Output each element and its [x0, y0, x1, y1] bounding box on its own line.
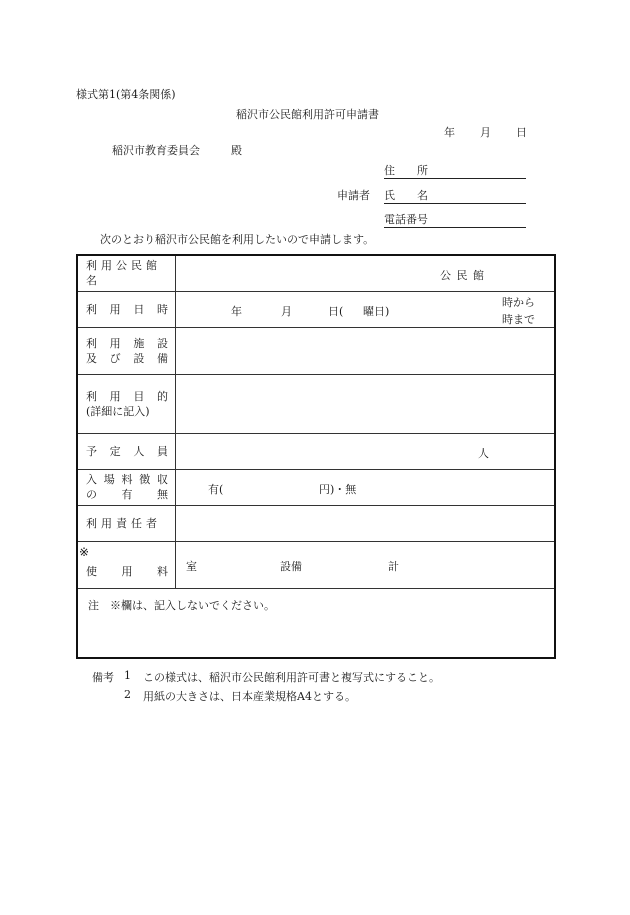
- fee-yes-label: 有(: [208, 482, 224, 496]
- people-unit: 人: [478, 446, 489, 460]
- manager-row: [77, 505, 555, 541]
- usage-fee-cell: [176, 541, 556, 588]
- applicant-label: 申請者: [337, 189, 370, 202]
- address-field[interactable]: [384, 162, 526, 179]
- manager-label: 利用責任者: [86, 516, 161, 530]
- manager-label-cell: [77, 505, 176, 541]
- application-form-table: [76, 254, 556, 659]
- date-input[interactable]: [176, 291, 556, 327]
- fee-input[interactable]: [176, 469, 556, 505]
- phone-label: 電話番号: [384, 213, 428, 226]
- usage-fee-row: [77, 541, 555, 588]
- name-field[interactable]: [384, 187, 526, 204]
- facility-label-line1: 利 用 施 設: [86, 336, 170, 350]
- use-year-label: 年: [231, 304, 242, 318]
- purpose-sub-label: (詳細に記入): [86, 404, 150, 418]
- remark-1-text: この様式は、稲沢市公民館利用許可書と複写式にすること。: [143, 671, 440, 684]
- usage-fee-label-cell: [77, 541, 176, 588]
- facility-label-cell: [77, 327, 176, 374]
- people-label: 予 定 人 員: [86, 444, 170, 458]
- fee-row: [77, 469, 555, 505]
- manager-input[interactable]: [176, 505, 556, 541]
- form-title: 稲沢市公民館利用許可申請書: [236, 108, 379, 121]
- facility-row: [77, 327, 555, 374]
- facility-input[interactable]: [176, 327, 556, 374]
- hall-name-label: 利用公民館名: [86, 259, 161, 288]
- purpose-row: [77, 374, 555, 433]
- date-day-label: 日: [516, 126, 527, 139]
- note-row: [77, 588, 555, 658]
- phone-field[interactable]: [384, 211, 526, 228]
- fee-label-cell: [77, 469, 176, 505]
- date-label-cell: [77, 291, 176, 327]
- remarks-label: 備考: [92, 671, 114, 684]
- addressee: 稲沢市教育委員会: [112, 144, 200, 157]
- note-cell: [77, 588, 555, 658]
- people-label-cell: [77, 433, 176, 469]
- hall-name-label-cell: [77, 255, 176, 291]
- people-row: [77, 433, 555, 469]
- date-label: 利 用 日 時: [86, 302, 170, 316]
- purpose-label: 利 用 目 的: [86, 389, 170, 403]
- usage-total-label: 計: [388, 559, 399, 573]
- name-label: 氏 名: [384, 189, 428, 202]
- usage-room-label: 室: [186, 559, 197, 573]
- hall-suffix: 公 民 館: [440, 269, 485, 282]
- use-month-label: 月: [281, 304, 292, 318]
- purpose-label-cell: [77, 374, 176, 433]
- date-month-label: 月: [480, 126, 491, 139]
- fee-label-line2: の 有 無: [86, 488, 170, 501]
- note-text: 注 ※欄は、記入しないでください。: [88, 598, 275, 612]
- usage-equipment-label: 設備: [280, 559, 302, 573]
- fee-yen-label: 円)・無: [319, 482, 357, 496]
- facility-label-line2: 及 び 設 備: [86, 351, 170, 365]
- people-input[interactable]: [176, 433, 556, 469]
- time-to-label: 時まで: [502, 312, 535, 326]
- use-day-label: 日(: [328, 304, 344, 318]
- date-year-label: 年: [444, 126, 455, 139]
- fee-label-line1: 入 場 料 徴 収: [86, 473, 170, 486]
- hall-name-input[interactable]: [176, 255, 556, 291]
- usage-fee-label: 使 用 料: [86, 565, 170, 578]
- hall-name-row: [77, 255, 555, 291]
- addressee-suffix: 殿: [231, 144, 242, 157]
- use-weekday-label: 曜日): [363, 304, 390, 318]
- time-from-label: 時から: [502, 295, 535, 309]
- remark-1-number: 1: [124, 669, 131, 682]
- purpose-input[interactable]: [176, 374, 556, 433]
- date-row: [77, 291, 555, 327]
- usage-mark: ※: [79, 544, 90, 559]
- form-number: 様式第1(第4条関係): [76, 88, 176, 101]
- address-label: 住 所: [384, 164, 428, 177]
- remark-2-number: 2: [124, 688, 131, 701]
- remark-2-text: 用紙の大きさは、日本産業規格A4とする。: [143, 690, 356, 703]
- intro-text: 次のとおり稲沢市公民館を利用したいので申請します。: [100, 233, 375, 246]
